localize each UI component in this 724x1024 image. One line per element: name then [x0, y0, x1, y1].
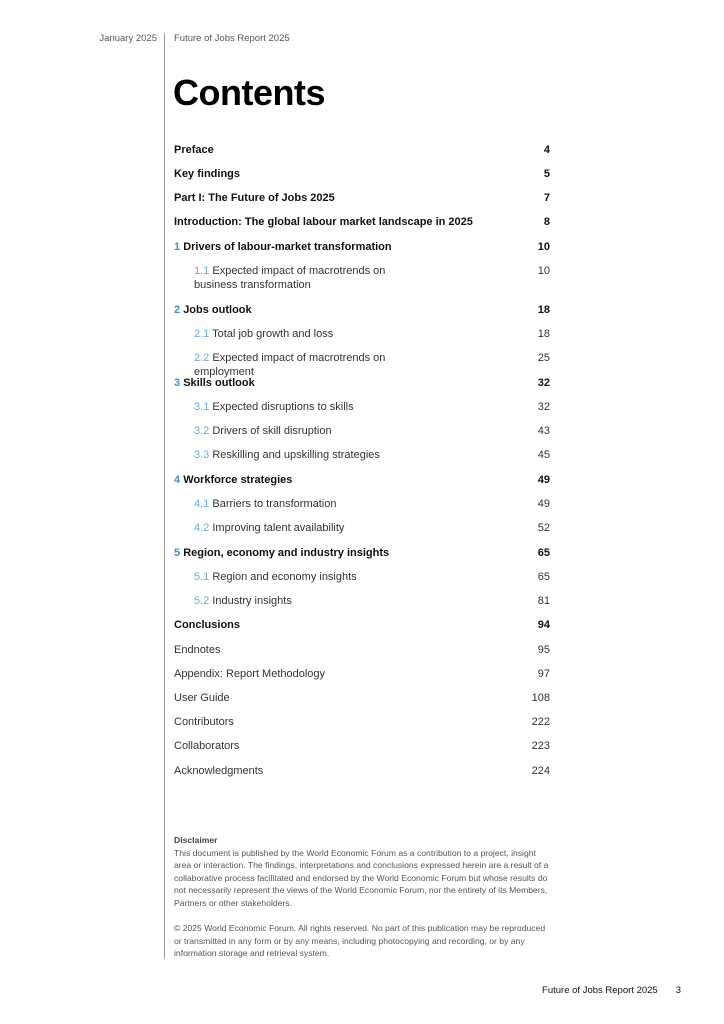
- toc-entry-label: [194, 352, 385, 378]
- toc-page-number: 224: [531, 765, 550, 777]
- header-date: January 2025: [99, 33, 157, 44]
- toc-entry[interactable]: [174, 594, 550, 608]
- toc-page-number: 10: [537, 241, 550, 253]
- toc-entry-title: Expected impact of macrotrends on business transformation: [194, 265, 386, 291]
- copyright-notice: © 2025 World Economic Forum. All rights reserved. No part of this publication may be reproduced or transmitted in any form or by any means, including photocopying and recording, or by any information storage and retrieval system.: [174, 923, 546, 958]
- disclaimer-body: This document is published by the World Economic Forum as a contribution to a project, insight area or interaction. The findings, interpretations and conclusions expressed herein are a result of a collaborative process facilitated and endorsed by the World Economic Forum but whose results do not necessarily represent the views of the World Economic Forum, nor the entirety of its Members, Partners or other stakeholders.: [174, 847, 549, 908]
- footer-report-title: Future of Jobs Report 2025: [542, 985, 658, 996]
- toc-page-number: 65: [537, 571, 550, 583]
- toc-section-number: 2.2: [194, 352, 210, 364]
- toc-entry[interactable]: [174, 303, 550, 317]
- toc-entry-label: [174, 216, 473, 228]
- toc-page-number: 65: [537, 547, 550, 559]
- toc-page-number: 49: [537, 498, 550, 510]
- toc-entry-title: Industry insights: [212, 595, 292, 607]
- toc-entry[interactable]: [174, 497, 550, 511]
- toc-entry-title: Expected impact of macrotrends on employment: [194, 352, 386, 378]
- toc-entry[interactable]: [174, 167, 550, 181]
- toc-page-number: 4: [543, 144, 550, 156]
- toc-entry-title: Acknowledgments: [174, 765, 264, 777]
- toc-entry[interactable]: [174, 521, 550, 535]
- toc-entry-title: Conclusions: [174, 619, 241, 631]
- toc-entry-title: Barriers to transformation: [212, 498, 337, 510]
- toc-entry[interactable]: [174, 240, 550, 254]
- toc-entry-title: Collaborators: [174, 740, 240, 752]
- toc-entry-title: Improving talent availability: [212, 522, 345, 534]
- toc-entry-title: Jobs outlook: [183, 304, 252, 316]
- toc-entry-label: [174, 668, 325, 680]
- toc-section-number: 1.1: [194, 265, 210, 277]
- toc-entry-title: Key findings: [174, 168, 241, 180]
- toc-page-number: 32: [537, 377, 550, 389]
- toc-entry-label: [194, 595, 292, 607]
- toc-entry-title: Skills outlook: [183, 377, 255, 389]
- toc-entry-title: Endnotes: [174, 644, 221, 656]
- toc-entry-title: Region, economy and industry insights: [183, 547, 390, 559]
- toc-entry-label: [194, 328, 333, 340]
- toc-entry-title: Total job growth and loss: [212, 328, 334, 340]
- toc-section-number: 5.2: [194, 595, 210, 607]
- toc-page-number: 32: [537, 401, 550, 413]
- toc-page-number: 52: [537, 522, 550, 534]
- toc-page-number: 18: [537, 304, 550, 316]
- toc-page-number: 222: [531, 716, 550, 728]
- toc-page-number: 95: [537, 644, 550, 656]
- toc-entry-title: Drivers of skill disruption: [212, 425, 332, 437]
- disclaimer-heading: Disclaimer: [174, 835, 218, 845]
- toc-section-number: 3.2: [194, 425, 210, 437]
- toc-entry[interactable]: [174, 739, 550, 753]
- toc-entry-label: [174, 304, 252, 316]
- toc-entry-label: [194, 449, 380, 461]
- toc-entry-label: [174, 192, 335, 204]
- toc-entry-label: [174, 144, 214, 156]
- toc-entry-label: [194, 425, 332, 437]
- toc-page-number: 108: [531, 692, 550, 704]
- toc-entry-title: Preface: [174, 144, 214, 156]
- toc-section-number: 4.1: [194, 498, 210, 510]
- toc-page-number: 81: [537, 595, 550, 607]
- toc-entry[interactable]: [174, 715, 550, 729]
- toc-entry-title: User Guide: [174, 692, 230, 704]
- disclaimer: [174, 834, 554, 960]
- toc-page-number: 5: [543, 168, 550, 180]
- toc-entry[interactable]: [174, 473, 550, 487]
- toc-entry-title: Introduction: The global labour market landscape in 2025: [174, 216, 473, 228]
- toc-entry-title: Drivers of labour-market transformation: [183, 241, 392, 253]
- toc-entry-label: [174, 644, 220, 656]
- toc-entry[interactable]: [174, 424, 550, 438]
- toc-entry[interactable]: [174, 376, 550, 390]
- toc-entry-label: [174, 716, 234, 728]
- toc-page-number: 45: [537, 449, 550, 461]
- toc-page-number: 25: [537, 352, 550, 364]
- toc-section-number: 5: [174, 547, 181, 559]
- page-footer: [542, 985, 681, 996]
- toc-entry-label: [174, 377, 255, 389]
- toc-entry[interactable]: [174, 264, 550, 292]
- toc-section-number: 3: [174, 377, 181, 389]
- toc-entry[interactable]: [174, 351, 550, 379]
- toc-entry-title: Region and economy insights: [212, 571, 357, 583]
- toc-entry[interactable]: [174, 618, 550, 632]
- toc-page-number: 94: [537, 619, 550, 631]
- toc-entry[interactable]: [174, 448, 550, 462]
- toc-page-number: 10: [537, 265, 550, 277]
- running-header: [0, 33, 724, 45]
- toc-page-number: 97: [537, 668, 550, 680]
- toc-section-number: 4.2: [194, 522, 210, 534]
- toc-entry-label: [194, 571, 357, 583]
- toc-section-number: 3.3: [194, 449, 210, 461]
- toc-page-number: 43: [537, 425, 550, 437]
- toc-page-number: 49: [537, 474, 550, 486]
- toc-entry-label: [194, 265, 385, 291]
- toc-entry-title: Contributors: [174, 716, 234, 728]
- toc-page-number: 223: [531, 740, 550, 752]
- toc-section-number: 4: [174, 474, 181, 486]
- page-title: Contents: [173, 72, 325, 113]
- toc-entry-label: [194, 498, 336, 510]
- toc-entry[interactable]: [174, 667, 550, 681]
- toc-entry-label: [174, 168, 240, 180]
- toc-entry-title: Reskilling and upskilling strategies: [212, 449, 380, 461]
- toc-entry-label: [174, 474, 292, 486]
- toc-section-number: 5.1: [194, 571, 210, 583]
- toc-page-number: 8: [543, 216, 550, 228]
- toc-entry[interactable]: [174, 143, 550, 157]
- toc-entry[interactable]: [174, 570, 550, 584]
- toc-entry-title: Workforce strategies: [183, 474, 293, 486]
- toc-section-number: 2.1: [194, 328, 210, 340]
- toc-entry[interactable]: [174, 327, 550, 341]
- toc-entry-title: Part I: The Future of Jobs 2025: [174, 192, 335, 204]
- toc-entry-label: [174, 241, 392, 253]
- toc-entry-label: [174, 547, 389, 559]
- toc-entry[interactable]: [174, 215, 550, 229]
- toc-entry-label: [194, 522, 344, 534]
- toc-section-number: 1: [174, 241, 181, 253]
- vertical-divider: [164, 33, 165, 959]
- toc-section-number: 2: [174, 304, 181, 316]
- toc-entry-label: [174, 740, 239, 752]
- header-report-title: Future of Jobs Report 2025: [174, 33, 290, 44]
- toc-entry[interactable]: [174, 191, 550, 205]
- toc-entry[interactable]: [174, 546, 550, 560]
- toc-page-number: 18: [537, 328, 550, 340]
- toc-entry[interactable]: [174, 764, 550, 778]
- page-number: 3: [675, 985, 681, 996]
- toc-entry-label: [174, 765, 263, 777]
- toc-entry[interactable]: [174, 400, 550, 414]
- toc-section-number: 3.1: [194, 401, 210, 413]
- toc-entry-label: [194, 401, 354, 413]
- toc-entry-title: Appendix: Report Methodology: [174, 668, 326, 680]
- toc-entry[interactable]: [174, 691, 550, 705]
- toc-entry-label: [174, 692, 230, 704]
- toc-page-number: 7: [543, 192, 550, 204]
- toc-entry[interactable]: [174, 643, 550, 657]
- toc-entry-title: Expected disruptions to skills: [212, 401, 354, 413]
- toc-entry-label: [174, 619, 240, 631]
